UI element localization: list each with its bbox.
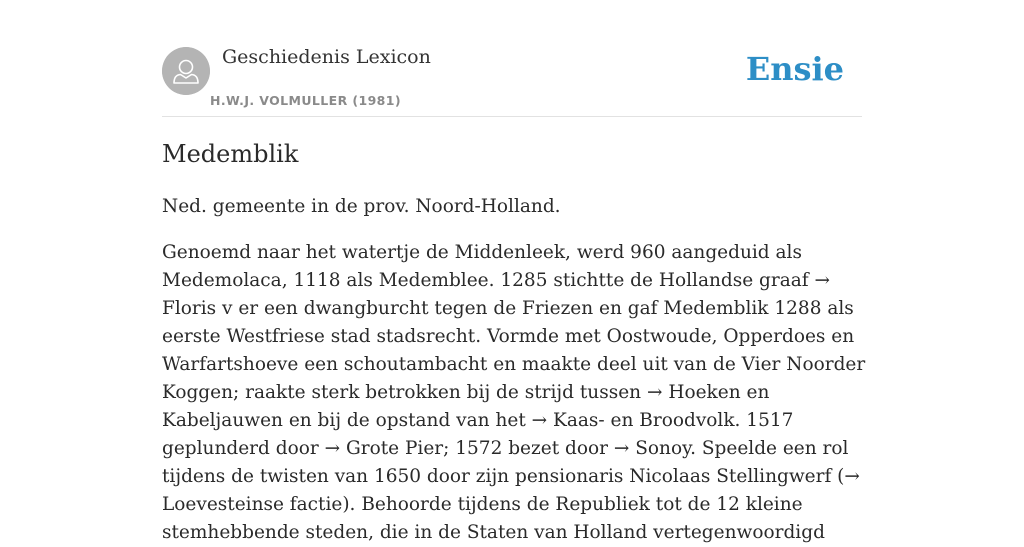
article-header — [162, 0, 862, 117]
avatar[interactable] — [162, 47, 210, 95]
entry-lead: Ned. gemeente in de prov. Noord-Holland. — [162, 196, 561, 217]
entry-body: Genoemd naar het watertje de Middenleek, werd 960 aangeduid als Medemolaca, 1118 als Medemblee. 1285 stichtte de Hollandse graaf → Floris v er een dwangburcht tegen de Friezen en gaf Medemblik 1288 als eerste Westfriese stad stadsrecht. Vormde met Oostwoude, Opperdoes en Warfartshoeve een schoutambacht en maakte deel uit van de Vier Noorder Koggen; raakte sterk betrokken bij de strijd tussen → Hoeken en Kabeljauwen en bij de opstand van het → Kaas- en Broodvolk. 1517 geplunderd door → Grote Pier; 1572 bezet door → Sonoy. Speelde een rol tijdens de twisten van 1650 door zijn pensionaris Nicolaas Stellingwerf (→ Loevesteinse factie). Behoorde tijdens de Republiek tot de 12 kleine stemhebbende steden, die in de Staten van Holland vertegenwoordigd — [162, 242, 866, 543]
entry-title: Medemblik — [162, 140, 299, 168]
source-title[interactable]: Geschiedenis Lexicon — [222, 46, 431, 68]
brand-logo[interactable]: Ensie — [745, 50, 844, 88]
article-page — [162, 0, 866, 543]
user-icon — [162, 47, 210, 95]
source-author[interactable]: H.W.J. VOLMULLER (1981) — [210, 93, 401, 108]
